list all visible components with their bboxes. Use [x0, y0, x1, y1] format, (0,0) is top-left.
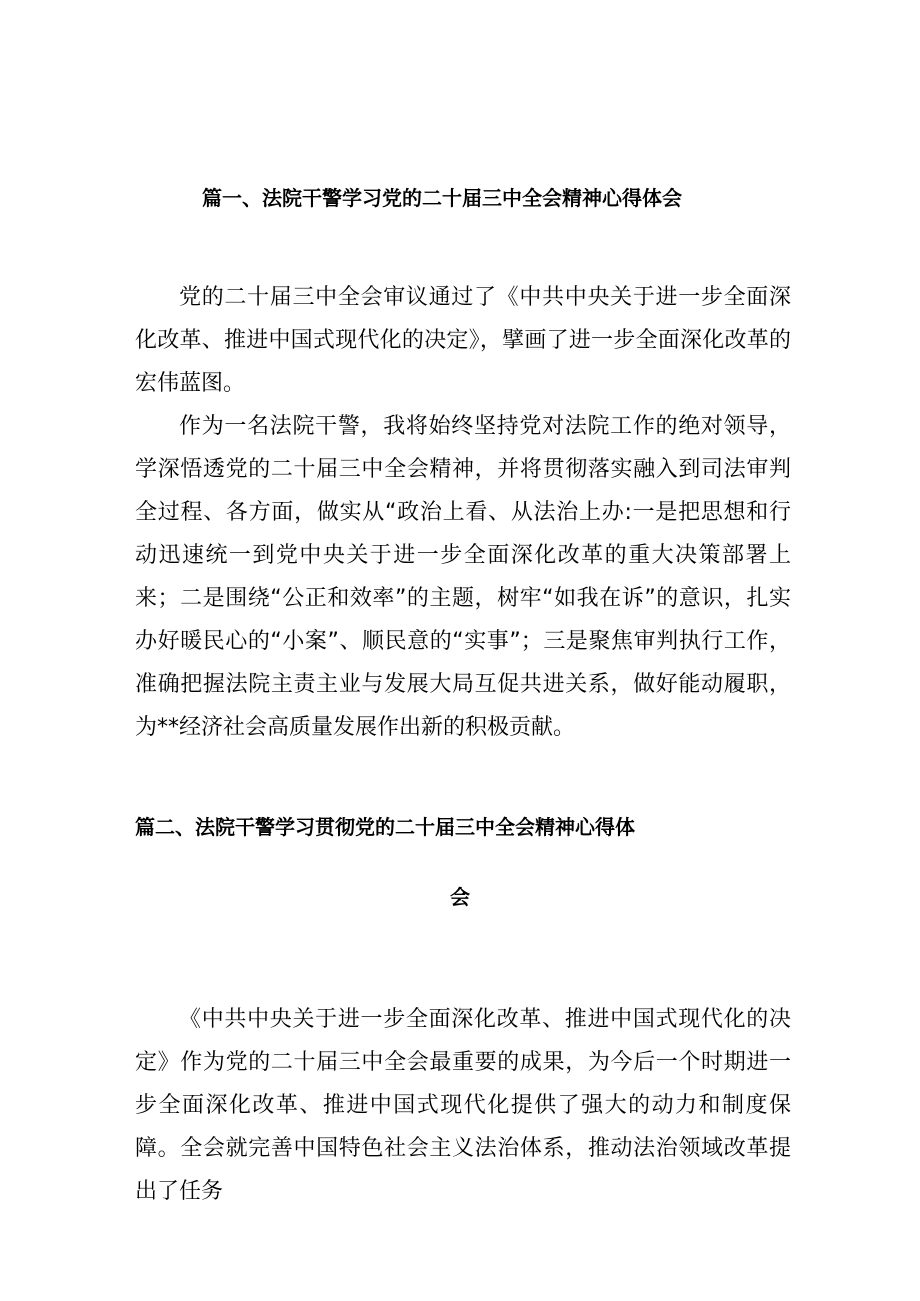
section-2-title-continuation: 会: [450, 885, 470, 909]
section-1-title: 篇一、法院干警学习党的二十届三中全会精神心得体会: [202, 186, 682, 210]
section-2-title: 篇二、法院干警学习贯彻党的二十届三中全会精神心得体: [135, 815, 635, 839]
section-2-paragraph-1: 《中共中央关于进一步全面深化改革、推进中国式现代化的决定》作为党的二十届三中全会最重要的成果，为今后一个时期进一步全面深化改革、推进中国式现代化提供了强大的动力和制度保障。全会就完善中国特色社会主义法治体系，推动法治领域改革提出了任务: [135, 1007, 791, 1204]
section-1-paragraph-2: 作为一名法院干警，我将始终坚持党对法院工作的绝对领导，学深悟透党的二十届三中全会精神，并将贯彻落实融入到司法审判全过程、各方面，做实从“政治上看、从法治上办:一是把思想和行动迅速统一到党中央关于进一步全面深化改革的重大决策部署上来；二是围绕“公正和效率”的主题，树牢“如我在诉”的意识，扎实办好暖民心的“小案”、顺民意的“实事”；三是聚焦审判执行工作，准确把握法院主责主业与发展大局互促共进关系，做好能动履职，为**经济社会高质量发展作出新的积极贡献。: [135, 414, 791, 740]
section-1-paragraph-1: 党的二十届三中全会审议通过了《中共中央关于进一步全面深化改革、推进中国式现代化的决定》，擘画了进一步全面深化改革的宏伟蓝图。: [135, 285, 791, 396]
